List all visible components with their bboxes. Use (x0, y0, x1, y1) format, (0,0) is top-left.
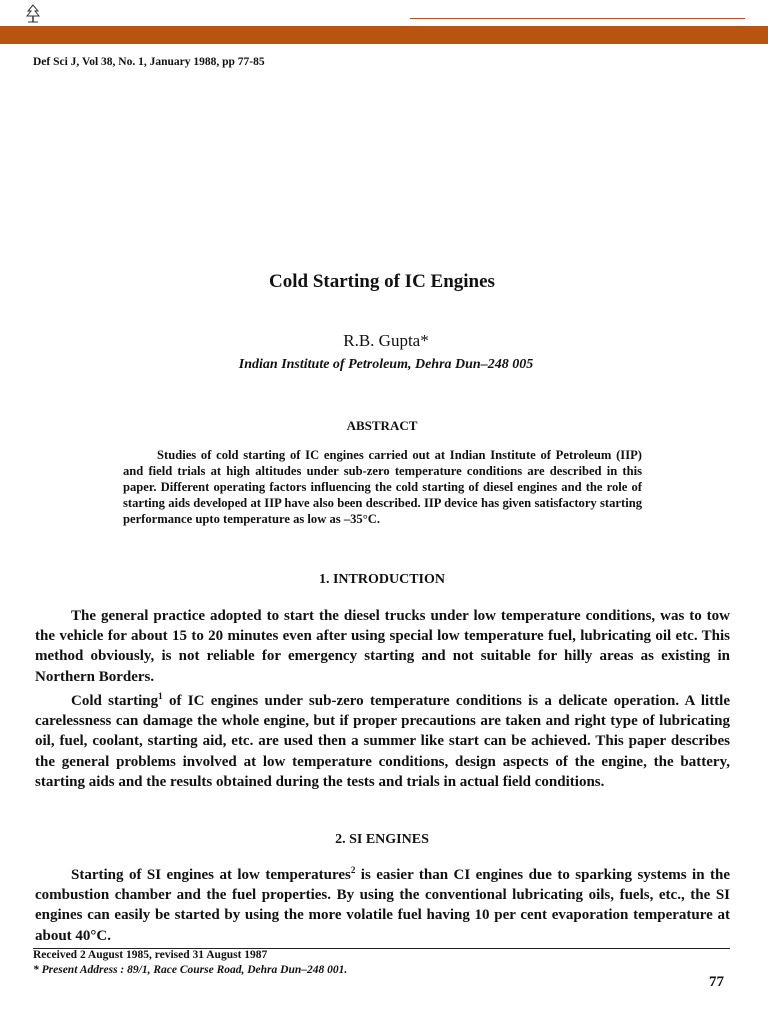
paragraph-text: Starting of SI engines at low temperatures (71, 867, 351, 883)
paragraph-intro-1: The general practice adopted to start the diesel trucks under low temperature conditions, was to tow the vehicle for about 15 to 20 minutes even after using special low temperature fuel, lubricating oil etc. This method obviously, is not reliable for emergency starting and not suitable for hilly areas as existing in Northern Borders. (35, 608, 730, 685)
footnote-address: * Present Address : 89/1, Race Course Road, Dehra Dun–248 001. (33, 964, 348, 976)
abstract-text: Studies of cold starting of IC engines carried out at Indian Institute of Petroleum (IIP) and field trials at high altitudes under sub-zero temperature conditions are described in this paper. Different operating factors influencing the cold starting of diesel engines and the role of starting aids developed at IIP have also been described. IIP device has given satisfactory starting performance upto temperature as low as –35°C. (123, 448, 642, 527)
paper-title: Cold Starting of IC Engines (269, 271, 495, 292)
reference-marker: 1 (158, 691, 163, 701)
paragraph-text: is easier than CI engines due to sparking systems in the combustion chamber and the fuel properties. By using the conventional lubricating oils, fuels, etc., the SI engines can easily be started by using the more volatile fuel having 10 per cent evaporation temperature at about 40°C. (35, 867, 730, 944)
paragraph-intro-2 (35, 691, 730, 792)
header-band (0, 26, 768, 44)
page-number: 77 (709, 974, 724, 990)
page-header (0, 0, 768, 26)
section-heading-si-engines: 2. SI ENGINES (335, 832, 429, 847)
section-heading-introduction: 1. INTRODUCTION (318, 572, 445, 587)
paragraph-text: of IC engines under sub-zero temperature conditions is a delicate operation. A little carelessness can damage the whole engine, but if proper precautions are taken and right type of lubricating oil, fuel, coolant, starting aid, etc. are used then a summer like start can be achieved. This paper describes the general problems involved at low temperature conditions, design aspects of the engine, the battery, starting aids and the results obtained during the tests and trials in actual field conditions. (35, 693, 731, 790)
footnote-received: Received 2 August 1985, revised 31 August 1987 (33, 949, 268, 961)
abstract-heading: ABSTRACT (346, 418, 418, 433)
tree-logo-icon (22, 2, 44, 24)
author-affiliation: Indian Institute of Petroleum, Dehra Dun–248 005 (238, 357, 534, 372)
author-name: R.B. Gupta* (343, 331, 429, 350)
reference-marker: 2 (350, 865, 356, 875)
paragraph-si-1 (35, 865, 730, 946)
citation: Def Sci J, Vol 38, No. 1, January 1988, pp 77-85 (33, 56, 265, 68)
paragraph-text: Cold starting (71, 693, 159, 709)
header-rule (410, 18, 745, 19)
